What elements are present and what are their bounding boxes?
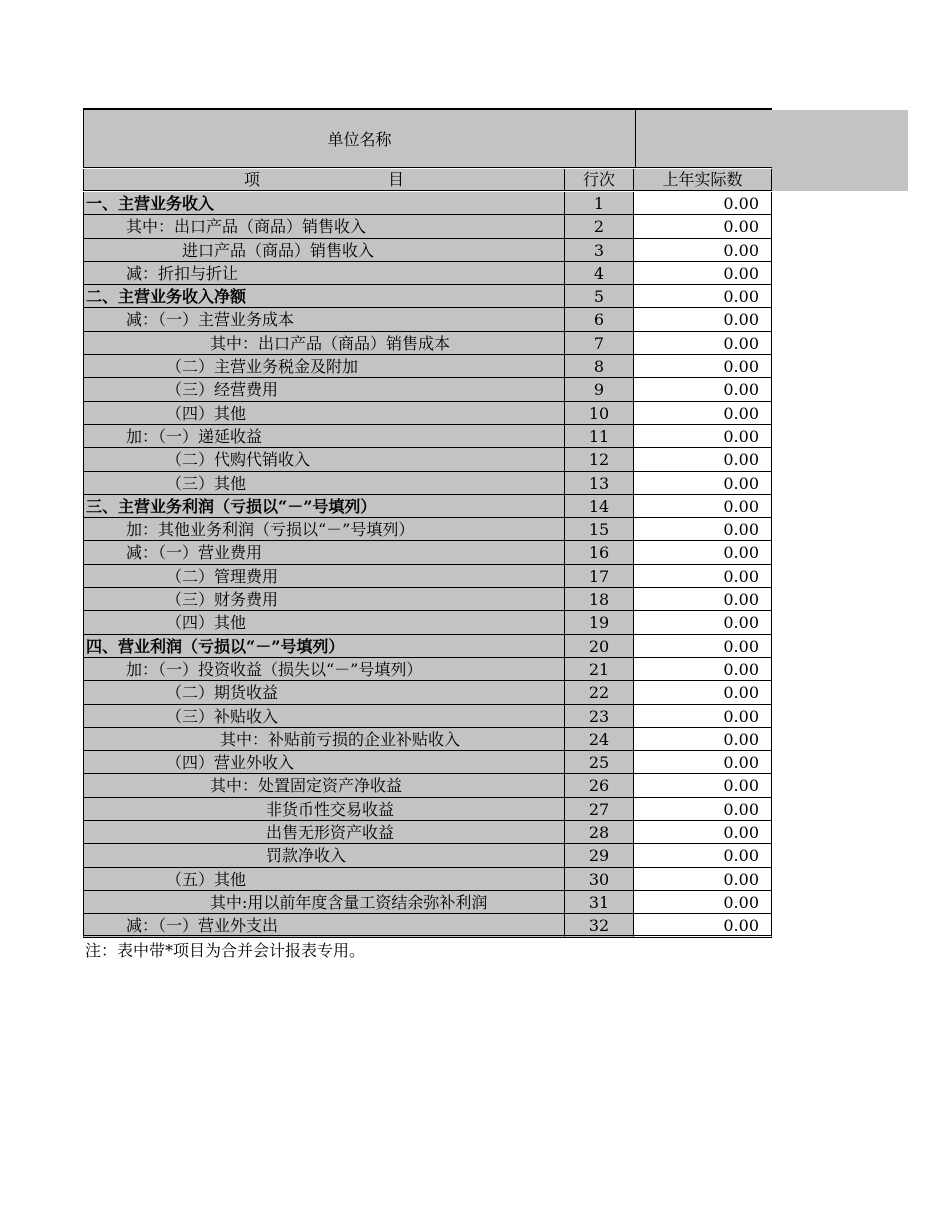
row-prev-year-value[interactable]: 0.00 xyxy=(634,332,772,355)
row-number: 16 xyxy=(565,541,634,564)
row-number: 11 xyxy=(565,425,634,448)
report-header xyxy=(83,110,772,168)
row-item-label: 一、主营业务收入 xyxy=(83,192,565,215)
row-prev-year-value[interactable]: 0.00 xyxy=(634,285,772,308)
row-prev-year-value[interactable]: 0.00 xyxy=(634,518,772,541)
row-number: 2 xyxy=(565,215,634,238)
row-item-label: （三）经营费用 xyxy=(83,378,565,401)
row-item-label: （五）其他 xyxy=(83,868,565,891)
row-item-label: 加：（一）投资收益（损失以“－”号填列） xyxy=(83,658,565,681)
row-item-label: 其中：补贴前亏损的企业补贴收入 xyxy=(83,728,565,751)
row-prev-year-value[interactable]: 0.00 xyxy=(634,495,772,518)
table-row xyxy=(83,448,772,471)
row-item-label: 减：（一）营业外支出 xyxy=(83,914,565,937)
row-prev-year-value[interactable]: 0.00 xyxy=(634,472,772,495)
table-row xyxy=(83,705,772,728)
row-number: 31 xyxy=(565,891,634,914)
column-header-row-number: 行次 xyxy=(565,169,634,191)
row-number: 32 xyxy=(565,914,634,937)
row-prev-year-value[interactable]: 0.00 xyxy=(634,239,772,262)
row-item-label: （三）其他 xyxy=(83,472,565,495)
row-prev-year-value[interactable]: 0.00 xyxy=(634,355,772,378)
row-prev-year-value[interactable]: 0.00 xyxy=(634,308,772,331)
row-item-label: 其中：处置固定资产净收益 xyxy=(83,774,565,797)
footnote: 注：表中带*项目为合并会计报表专用。 xyxy=(85,941,366,960)
row-prev-year-value[interactable]: 0.00 xyxy=(634,611,772,634)
row-prev-year-value[interactable]: 0.00 xyxy=(634,914,772,937)
row-item-label: 出售无形资产收益 xyxy=(83,821,565,844)
row-number: 6 xyxy=(565,308,634,331)
row-item-label: 其中：出口产品（商品）销售收入 xyxy=(83,215,565,238)
row-item-label: （四）其他 xyxy=(83,611,565,634)
table-row xyxy=(83,262,772,285)
row-number: 13 xyxy=(565,472,634,495)
row-item-label: 罚款净收入 xyxy=(83,844,565,867)
row-prev-year-value[interactable]: 0.00 xyxy=(634,798,772,821)
row-item-label: 非货币性交易收益 xyxy=(83,798,565,821)
row-item-label: 四、营业利润（亏损以“－”号填列） xyxy=(83,635,565,658)
row-number: 30 xyxy=(565,868,634,891)
row-prev-year-value[interactable]: 0.00 xyxy=(634,868,772,891)
row-prev-year-value[interactable]: 0.00 xyxy=(634,262,772,285)
table-body xyxy=(83,192,772,938)
row-prev-year-value[interactable]: 0.00 xyxy=(634,891,772,914)
profit-report-table xyxy=(83,108,772,936)
row-number: 7 xyxy=(565,332,634,355)
table-row xyxy=(83,635,772,658)
table-row xyxy=(83,844,772,867)
row-number: 19 xyxy=(565,611,634,634)
row-number: 5 xyxy=(565,285,634,308)
row-number: 27 xyxy=(565,798,634,821)
row-item-label: （三）补贴收入 xyxy=(83,705,565,728)
row-prev-year-value[interactable]: 0.00 xyxy=(634,565,772,588)
row-item-label: （三）财务费用 xyxy=(83,588,565,611)
row-prev-year-value[interactable]: 0.00 xyxy=(634,448,772,471)
row-item-label: （二）主营业务税金及附加 xyxy=(83,355,565,378)
table-row xyxy=(83,868,772,891)
header-gray-block xyxy=(771,110,908,191)
row-number: 22 xyxy=(565,681,634,704)
table-row xyxy=(83,402,772,425)
table-row xyxy=(83,215,772,238)
table-row xyxy=(83,728,772,751)
table-row xyxy=(83,821,772,844)
row-prev-year-value[interactable]: 0.00 xyxy=(634,844,772,867)
table-row xyxy=(83,541,772,564)
row-number: 8 xyxy=(565,355,634,378)
row-item-label: 减：折扣与折让 xyxy=(83,262,565,285)
row-item-label: （四）其他 xyxy=(83,402,565,425)
row-prev-year-value[interactable]: 0.00 xyxy=(634,728,772,751)
table-row xyxy=(83,285,772,308)
table-row xyxy=(83,891,772,914)
row-item-label: 三、主营业务利润（亏损以“－”号填列） xyxy=(83,495,565,518)
row-prev-year-value[interactable]: 0.00 xyxy=(634,751,772,774)
unit-name-label: 单位名称 xyxy=(84,110,636,167)
row-prev-year-value[interactable]: 0.00 xyxy=(634,705,772,728)
row-number: 4 xyxy=(565,262,634,285)
table-row xyxy=(83,914,772,937)
row-prev-year-value[interactable]: 0.00 xyxy=(634,402,772,425)
row-prev-year-value[interactable]: 0.00 xyxy=(634,774,772,797)
row-item-label: 二、主营业务收入净额 xyxy=(83,285,565,308)
table-row xyxy=(83,658,772,681)
row-prev-year-value[interactable]: 0.00 xyxy=(634,425,772,448)
row-item-label: 加：其他业务利润（亏损以“－”号填列） xyxy=(83,518,565,541)
row-item-label: 其中:用以前年度含量工资结余弥补利润 xyxy=(83,891,565,914)
row-item-label: （四）营业外收入 xyxy=(83,751,565,774)
table-row xyxy=(83,681,772,704)
row-item-label: （二）代购代销收入 xyxy=(83,448,565,471)
row-number: 28 xyxy=(565,821,634,844)
row-prev-year-value[interactable]: 0.00 xyxy=(634,215,772,238)
table-row xyxy=(83,518,772,541)
row-number: 21 xyxy=(565,658,634,681)
row-number: 25 xyxy=(565,751,634,774)
row-prev-year-value[interactable]: 0.00 xyxy=(634,821,772,844)
row-number: 14 xyxy=(565,495,634,518)
column-header-item: 项 目 xyxy=(83,169,565,191)
table-row xyxy=(83,378,772,401)
table-row xyxy=(83,611,772,634)
table-row xyxy=(83,192,772,215)
row-item-label: 减：（一）营业费用 xyxy=(83,541,565,564)
row-number: 23 xyxy=(565,705,634,728)
table-row xyxy=(83,472,772,495)
column-header-row xyxy=(83,169,772,191)
row-item-label: 其中：出口产品（商品）销售成本 xyxy=(83,332,565,355)
table-row xyxy=(83,308,772,331)
row-item-label: 进口产品（商品）销售收入 xyxy=(83,239,565,262)
row-number: 15 xyxy=(565,518,634,541)
row-prev-year-value[interactable]: 0.00 xyxy=(634,658,772,681)
row-number: 26 xyxy=(565,774,634,797)
row-item-label: 加：（一）递延收益 xyxy=(83,425,565,448)
table-row xyxy=(83,751,772,774)
row-number: 18 xyxy=(565,588,634,611)
row-number: 1 xyxy=(565,192,634,215)
table-row xyxy=(83,495,772,518)
table-row xyxy=(83,332,772,355)
column-header-prev-year: 上年实际数 xyxy=(634,169,772,191)
table-row xyxy=(83,588,772,611)
row-number: 29 xyxy=(565,844,634,867)
row-number: 3 xyxy=(565,239,634,262)
row-number: 24 xyxy=(565,728,634,751)
row-prev-year-value[interactable]: 0.00 xyxy=(634,378,772,401)
row-prev-year-value[interactable]: 0.00 xyxy=(634,541,772,564)
row-number: 9 xyxy=(565,378,634,401)
row-number: 17 xyxy=(565,565,634,588)
table-row xyxy=(83,798,772,821)
table-row xyxy=(83,355,772,378)
row-prev-year-value[interactable]: 0.00 xyxy=(634,681,772,704)
row-item-label: 减：（一）主营业务成本 xyxy=(83,308,565,331)
row-number: 10 xyxy=(565,402,634,425)
row-prev-year-value[interactable]: 0.00 xyxy=(634,635,772,658)
row-number: 12 xyxy=(565,448,634,471)
row-prev-year-value[interactable]: 0.00 xyxy=(634,192,772,215)
row-item-label: （二）期货收益 xyxy=(83,681,565,704)
row-item-label: （二）管理费用 xyxy=(83,565,565,588)
table-row xyxy=(83,565,772,588)
table-row xyxy=(83,774,772,797)
row-number: 20 xyxy=(565,635,634,658)
table-row xyxy=(83,239,772,262)
row-prev-year-value[interactable]: 0.00 xyxy=(634,588,772,611)
table-row xyxy=(83,425,772,448)
